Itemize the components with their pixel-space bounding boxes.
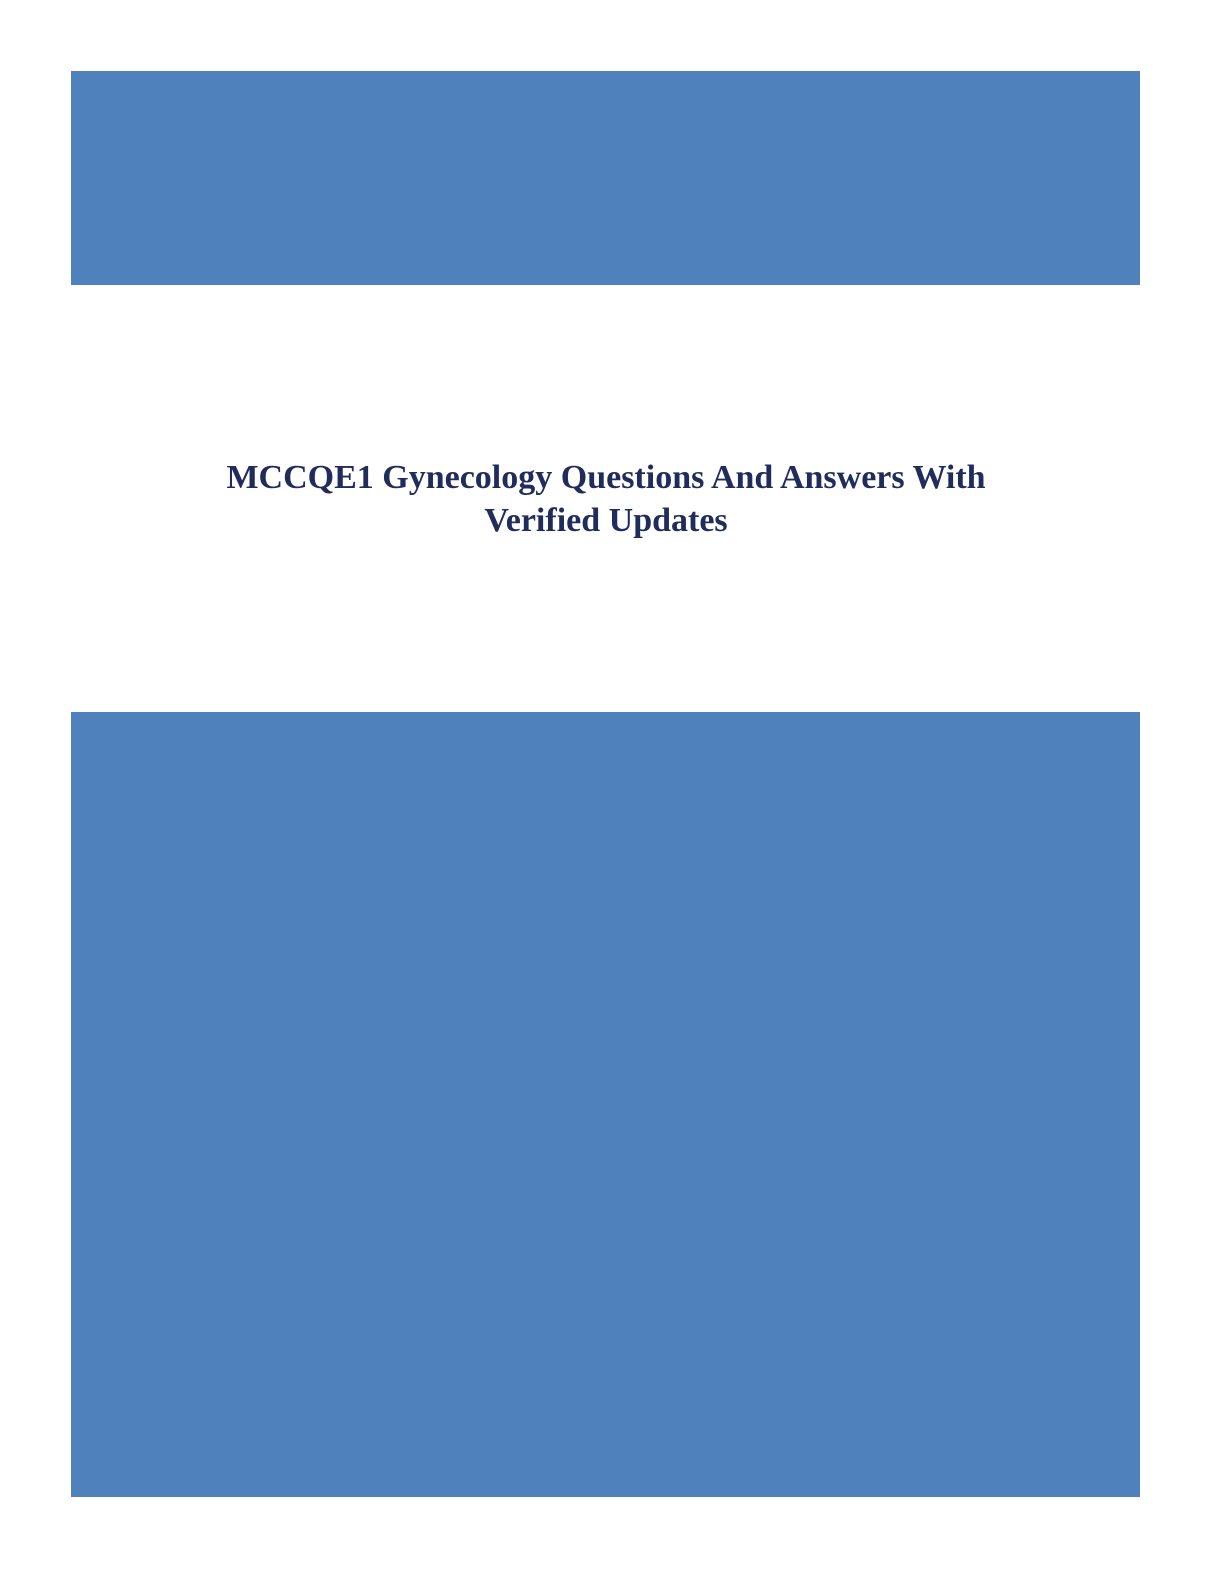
top-color-band [71,71,1140,285]
bottom-color-band [71,712,1140,1497]
title-line-2: Verified Updates [484,502,728,539]
title-line-1: MCCQE1 Gynecology Questions And Answers With [226,459,986,496]
document-title [0,456,1212,542]
